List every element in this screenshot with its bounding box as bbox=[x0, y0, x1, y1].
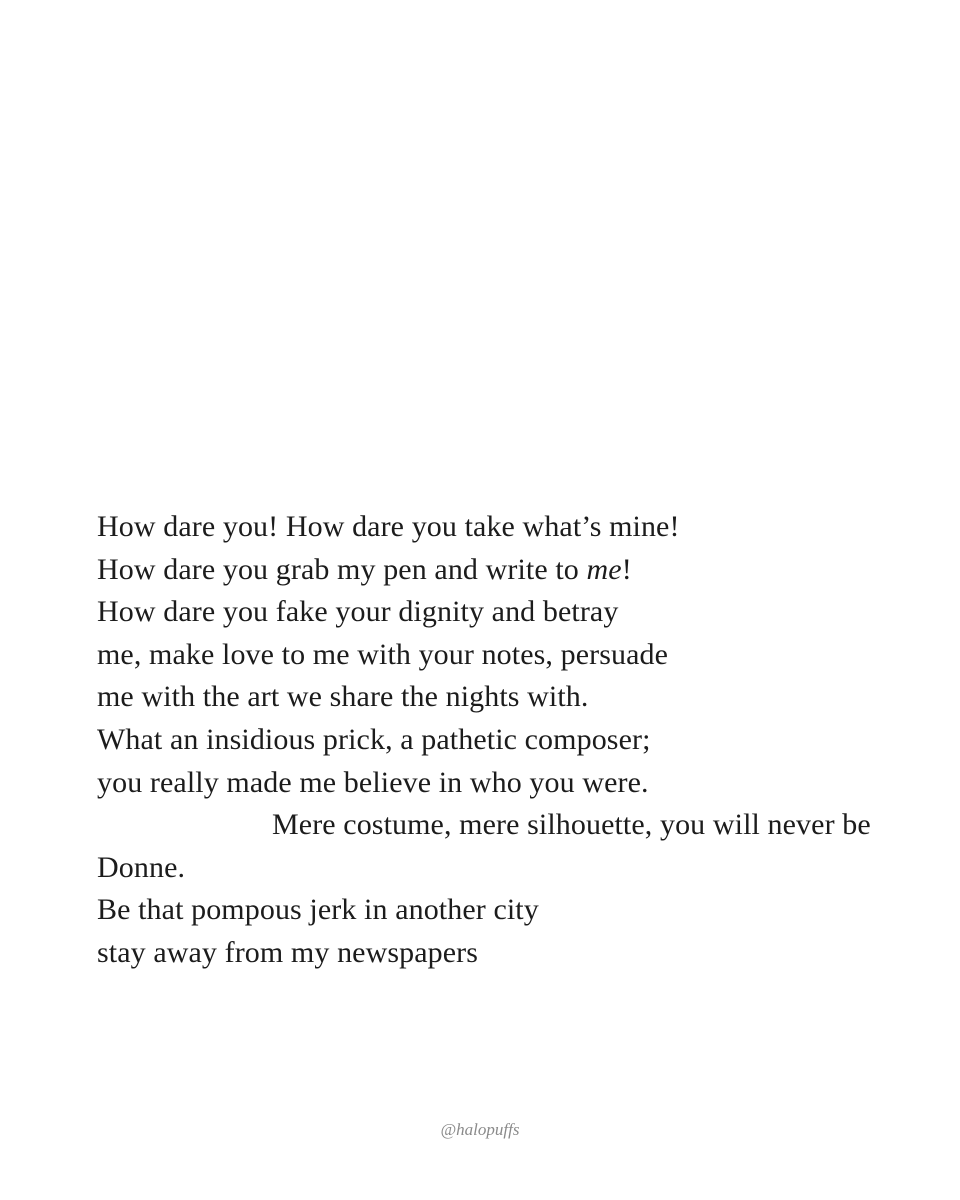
poem-line-4: me, make love to me with your notes, persuade bbox=[97, 637, 669, 671]
poem-line-2 bbox=[97, 549, 897, 592]
poem-line-2-start: How dare you grab my pen and write to bbox=[97, 552, 587, 586]
poem-line-2-end: ! bbox=[621, 552, 632, 586]
poem-line-8: Mere costume, mere silhouette, you will never be bbox=[272, 808, 871, 842]
poem-line-6: What an insidious prick, a pathetic composer; bbox=[97, 722, 651, 756]
poem-line-5: me with the art we share the nights with. bbox=[97, 680, 589, 714]
poem-line-11: stay away from my newspapers bbox=[97, 935, 479, 969]
poem-body bbox=[97, 506, 897, 975]
poem-line-9: Donne. bbox=[97, 850, 186, 884]
poem-line-1: How dare you! How dare you take what’s mine! bbox=[97, 510, 680, 543]
poem-line-7: you really made me believe in who you were. bbox=[97, 765, 649, 799]
author-handle: @halopuffs bbox=[440, 1120, 520, 1139]
poem-line-3: How dare you fake your dignity and betray bbox=[97, 595, 619, 629]
poem-line-2-emphasis: me bbox=[586, 552, 622, 586]
poem-line-10: Be that pompous jerk in another city bbox=[97, 893, 539, 927]
